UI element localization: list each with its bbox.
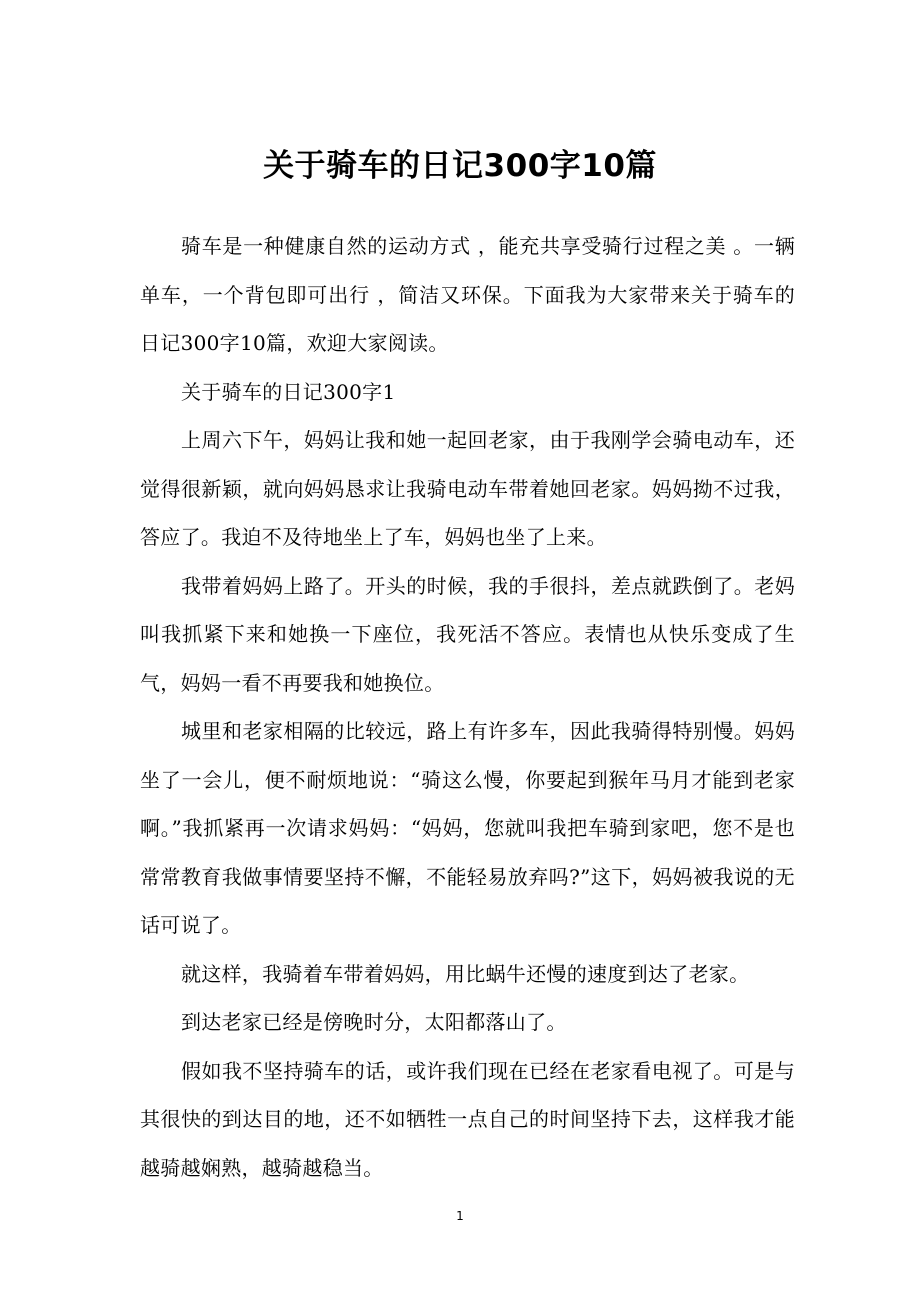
document-body bbox=[140, 222, 795, 1192]
paragraph-intro: 骑车是一种健康自然的运动方式 ，能充共享受骑行过程之美 。一辆单车，一个背包即可出行 ，简洁又环保。下面我为大家带来关于骑车的日记300字10篇，欢迎大家阅读。 bbox=[140, 234, 795, 355]
paragraph: 上周六下午，妈妈让我和她一起回老家，由于我刚学会骑电动车，还觉得很新颖，就向妈妈恳求让我骑电动车带着她回老家。妈妈拗不过我，答应了。我迫不及待地坐上了车，妈妈也坐了上来。 bbox=[140, 428, 795, 549]
paragraph: 就这样，我骑着车带着妈妈，用比蜗牛还慢的速度到达了老家。 bbox=[181, 961, 750, 986]
section-heading-1: 关于骑车的日记300字1 bbox=[181, 379, 396, 404]
paragraph: 假如我不坚持骑车的话，或许我们现在已经在老家看电视了。可是与其很快的到达目的地，还不如牺牲一点自己的时间坚持下去，这样我才能越骑越娴熟，越骑越稳当。 bbox=[140, 1058, 795, 1180]
paragraph: 到达老家已经是傍晚时分，太阳都落山了。 bbox=[181, 1010, 567, 1034]
paragraph: 城里和老家相隔的比较远，路上有许多车，因此我骑得特别慢。妈妈坐了一会儿，便不耐烦地说：“骑这么慢，你要起到猴年马月才能到老家啊。”我抓紧再一次请求妈妈：“妈妈，您就叫我把车骑到家吧，您不是也常常教育我做事情要坚持不懈，不能轻易放弃吗?”这下，妈妈被我说的无话可说了。 bbox=[140, 719, 795, 937]
paragraph: 我带着妈妈上路了。开头的时候，我的手很抖，差点就跌倒了。老妈叫我抓紧下来和她换一下座位，我死活不答应。表情也从快乐变成了生气，妈妈一看不再要我和她换位。 bbox=[140, 573, 795, 695]
document-title: 关于骑车的日记300字10篇 bbox=[263, 148, 657, 184]
page-number: 1 bbox=[456, 1209, 464, 1223]
